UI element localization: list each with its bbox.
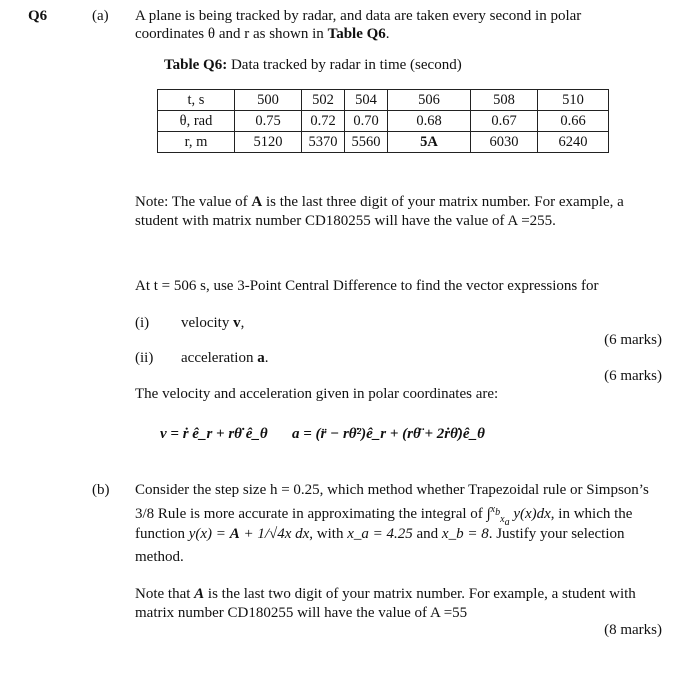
acceleration-formula: a = (r̈ − rθ̇²)ê_r + (rθ̈ + 2ṙθ̇)ê_θ bbox=[292, 426, 485, 442]
part-b-line4: method. bbox=[135, 549, 184, 565]
table-cell: 0.66 bbox=[538, 111, 609, 132]
table-cell: 504 bbox=[345, 90, 388, 111]
table-cell: 0.72 bbox=[302, 111, 345, 132]
table-caption-label: Table Q6: bbox=[164, 57, 228, 73]
table-row-time bbox=[158, 90, 609, 111]
part-a-label: (a) bbox=[92, 8, 109, 24]
intro-line2-end: . bbox=[385, 26, 390, 42]
table-cell: 502 bbox=[302, 90, 345, 111]
lower-limit: x_a = 4.25 bbox=[347, 526, 413, 542]
table-row-radius bbox=[158, 132, 609, 153]
table-cell: 6240 bbox=[538, 132, 609, 153]
line2-start: 3/8 Rule is more accurate in approximating the integral of bbox=[135, 506, 487, 522]
part-b-label: (b) bbox=[92, 482, 110, 498]
table-cell: 5120 bbox=[235, 132, 302, 153]
table-cell: 506 bbox=[388, 90, 471, 111]
table-cell: t, s bbox=[158, 90, 235, 111]
item-ii-marks: (6 marks) bbox=[604, 368, 662, 384]
note-bold-a: A bbox=[251, 194, 263, 210]
table-cell: 0.68 bbox=[388, 111, 471, 132]
note-b-italic-a: A bbox=[194, 586, 205, 602]
part-b-note-line1 bbox=[135, 584, 636, 604]
table-caption-text: Data tracked by radar in time (second) bbox=[227, 57, 462, 73]
part-a-note-line1 bbox=[135, 192, 624, 212]
table-cell: 500 bbox=[235, 90, 302, 111]
function-expression: y(x) = A + 1/√4x dx bbox=[188, 526, 310, 542]
table-cell: 0.67 bbox=[471, 111, 538, 132]
part-a-task: At t = 506 s, use 3-Point Central Difference to find the vector expressions for bbox=[135, 278, 599, 294]
question-number: Q6 bbox=[28, 8, 48, 24]
intro-line2-start: coordinates θ and r as shown in bbox=[135, 26, 328, 42]
table-cell: θ, rad bbox=[158, 111, 235, 132]
velocity-formula: v = ṙ ê_r + rθ̇ ê_θ bbox=[160, 426, 268, 442]
part-b-note-line2: matrix number CD180255 will have the value of A =55 bbox=[135, 605, 468, 621]
note-b-start: Note that bbox=[135, 586, 195, 602]
line3-start: function bbox=[135, 526, 189, 542]
part-a-intro-line2 bbox=[135, 24, 390, 44]
item-ii-text bbox=[181, 348, 268, 368]
table-cell: 5560 bbox=[345, 132, 388, 153]
note-start: Note: The value of bbox=[135, 194, 252, 210]
table-cell: 0.75 bbox=[235, 111, 302, 132]
item-i-end: , bbox=[240, 315, 245, 331]
table-caption bbox=[164, 55, 462, 75]
table-row-theta bbox=[158, 111, 609, 132]
table-cell: r, m bbox=[158, 132, 235, 153]
note-b-end: is the last two digit of your matrix number. For example, a student with bbox=[204, 586, 636, 602]
integral-expression: ∫$^{x_b}_{x_a}$ y(x)dx bbox=[486, 504, 551, 528]
part-a-intro-line1: A plane is being tracked by radar, and data are taken every second in polar bbox=[135, 8, 582, 24]
item-ii-start: acceleration bbox=[181, 350, 258, 366]
formula-intro: The velocity and acceleration given in polar coordinates are: bbox=[135, 386, 499, 402]
table-cell: 5A bbox=[388, 132, 471, 153]
table-cell: 6030 bbox=[471, 132, 538, 153]
part-b-marks: (8 marks) bbox=[604, 622, 662, 638]
item-i-label: (i) bbox=[135, 315, 150, 331]
intro-table-ref: Table Q6 bbox=[327, 26, 386, 42]
item-ii-label: (ii) bbox=[135, 350, 154, 366]
part-b-line3 bbox=[135, 524, 625, 544]
line3-and: and bbox=[412, 526, 442, 542]
line3-end: . Justify your selection bbox=[488, 526, 625, 542]
part-b-line1: Consider the step size h = 0.25, which method whether Trapezoidal rule or Simpson’s bbox=[135, 482, 649, 498]
upper-limit: x_b = 8 bbox=[441, 526, 489, 542]
item-i-bold: v bbox=[233, 315, 241, 331]
line2-end: , in which the bbox=[550, 506, 633, 522]
table-cell: 0.70 bbox=[345, 111, 388, 132]
item-i-text bbox=[181, 313, 244, 333]
item-ii-bold: a bbox=[257, 350, 265, 366]
part-a-note-line2: student with matrix number CD180255 will have the value of A =255. bbox=[135, 213, 556, 229]
table-cell: 510 bbox=[538, 90, 609, 111]
table-cell: 5370 bbox=[302, 132, 345, 153]
item-i-start: velocity bbox=[181, 315, 234, 331]
note-end: is the last three digit of your matrix number. For example, a bbox=[262, 194, 624, 210]
line3-mid: , with bbox=[309, 526, 348, 542]
item-ii-end: . bbox=[264, 350, 269, 366]
item-i-marks: (6 marks) bbox=[604, 332, 662, 348]
radar-data-table bbox=[157, 89, 609, 153]
table-cell: 508 bbox=[471, 90, 538, 111]
